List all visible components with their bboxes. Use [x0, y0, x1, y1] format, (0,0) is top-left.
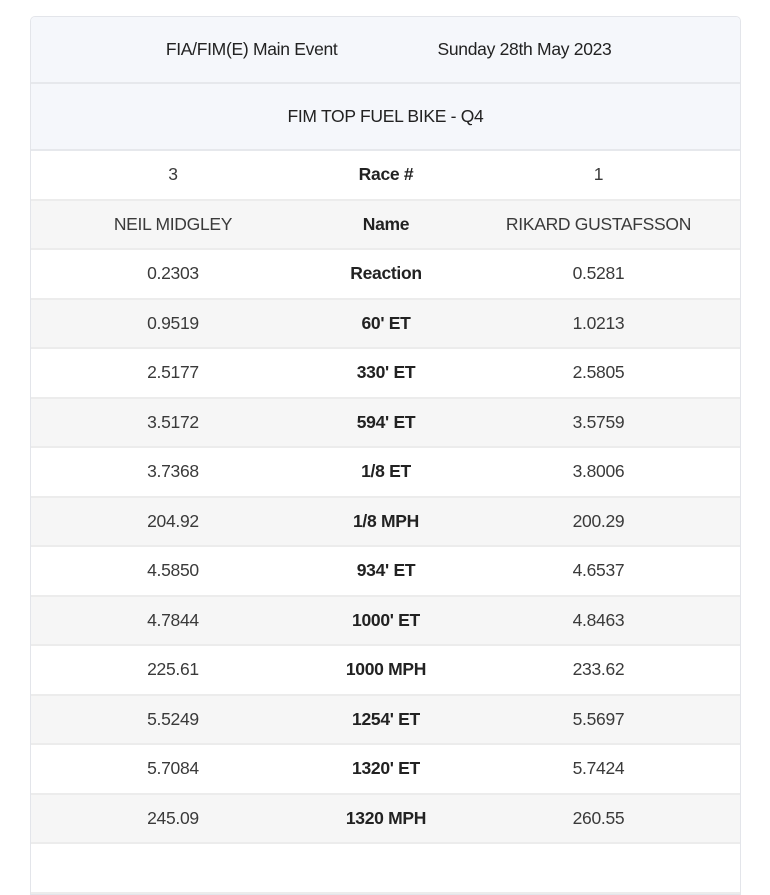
driver-right-value: 233.62: [572, 659, 625, 680]
driver-left-value: 5.7084: [147, 758, 199, 779]
class-title: FIM TOP FUEL BIKE - Q4: [287, 106, 484, 126]
table-row: [31, 300, 740, 350]
table-row: [31, 745, 740, 795]
metric-label: 1000' ET: [352, 609, 420, 630]
table-row: [31, 201, 740, 251]
table-row: [31, 597, 740, 647]
driver-left-value: NEIL MIDGLEY: [113, 213, 233, 234]
driver-left-value: 4.5850: [147, 560, 199, 581]
driver-left-value: 4.7844: [147, 609, 199, 630]
driver-right-value: 260.55: [572, 807, 625, 828]
driver-right-value: 5.7424: [572, 758, 625, 779]
metric-label: 1320' ET: [352, 758, 420, 779]
metric-label: 1/8 MPH: [353, 510, 419, 531]
driver-left-value: 0.2303: [147, 263, 199, 284]
driver-right-value: 3.8006: [572, 461, 625, 482]
driver-left-value: 204.92: [147, 510, 199, 531]
table-row: [31, 795, 740, 845]
metric-label: Race #: [358, 164, 414, 185]
driver-right-value: 1.0213: [572, 312, 625, 333]
driver-left-value: 2.5177: [147, 362, 199, 383]
metric-label: 330' ET: [356, 362, 416, 383]
table-row: [31, 646, 740, 696]
table-row: [31, 448, 740, 498]
table-row: [31, 547, 740, 597]
driver-right-value: 5.5697: [572, 708, 625, 729]
metric-label: 934' ET: [356, 560, 416, 581]
metric-label: 1/8 ET: [361, 461, 411, 482]
metric-label: 1000 MPH: [345, 659, 427, 680]
table-row: [31, 349, 740, 399]
driver-right-value: 4.8463: [572, 609, 625, 630]
metric-label: Reaction: [350, 263, 422, 284]
table-row: [31, 498, 740, 548]
metric-label: Name: [362, 213, 410, 234]
driver-right-value: RIKARD GUSTAFSSON: [505, 213, 692, 234]
event-name: FIA/FIM(E) Main Event: [165, 39, 338, 59]
metric-label: 594' ET: [356, 411, 416, 432]
driver-left-value: 3.7368: [147, 461, 199, 482]
driver-right-value: 200.29: [572, 510, 625, 531]
table-row: [31, 844, 740, 894]
driver-left-value: 5.5249: [147, 708, 199, 729]
table-row: [31, 696, 740, 746]
metric-label: 1320 MPH: [345, 807, 427, 828]
driver-right-value: 1: [593, 164, 604, 185]
results-table: [31, 151, 740, 894]
driver-left-value: 245.09: [147, 807, 199, 828]
table-row: [31, 151, 740, 201]
driver-right-value: 3.5759: [572, 411, 625, 432]
driver-left-value: 3: [168, 164, 178, 185]
table-row: [31, 399, 740, 449]
event-header: [31, 17, 740, 84]
driver-left-value: 3.5172: [147, 411, 199, 432]
class-title-row: [31, 84, 740, 151]
driver-left-value: 225.61: [147, 659, 199, 680]
metric-label: 1254' ET: [352, 708, 420, 729]
event-date: Sunday 28th May 2023: [437, 39, 612, 59]
driver-right-value: 4.6537: [572, 560, 625, 581]
metric-label: 60' ET: [361, 312, 411, 333]
results-card: [30, 16, 741, 895]
table-row: [31, 250, 740, 300]
driver-right-value: 0.5281: [572, 263, 625, 284]
driver-left-value: 0.9519: [147, 312, 199, 333]
driver-right-value: 2.5805: [572, 362, 625, 383]
